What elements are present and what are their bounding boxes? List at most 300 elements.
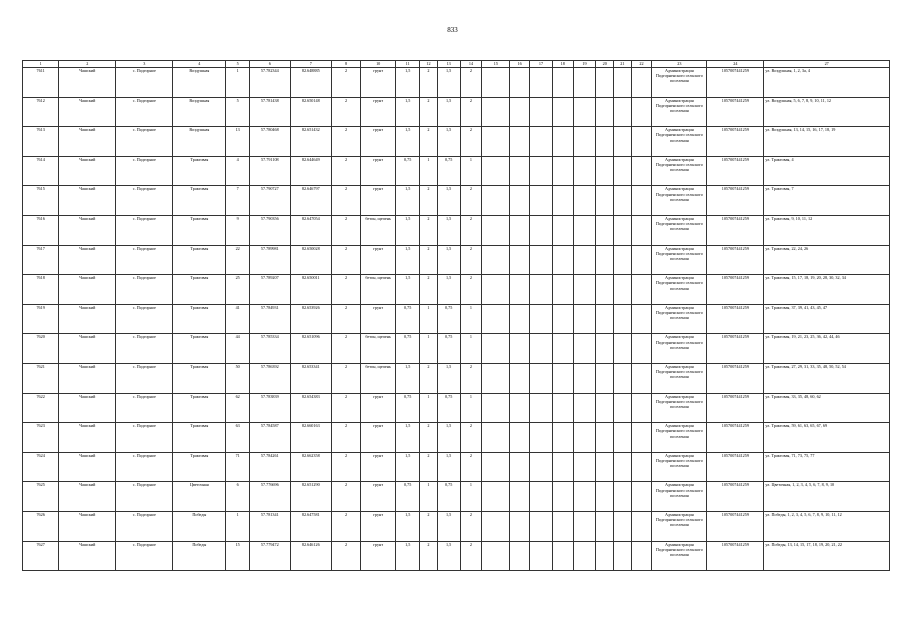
empty-cell: [631, 423, 652, 453]
settlement-cell: с. Подгорное: [116, 541, 173, 571]
house-number-cell: 25: [226, 275, 250, 305]
longitude-cell: 82.650011: [290, 275, 331, 305]
empty-cell: [596, 186, 614, 216]
empty-cell: [482, 423, 510, 453]
settlement-cell: с. Подгорное: [116, 482, 173, 512]
road-register-table: [22, 60, 890, 571]
value-cell: 1: [460, 482, 482, 512]
value-cell: 1,5: [437, 215, 460, 245]
empty-cell: [482, 97, 510, 127]
settlement-cell: с. Подгорное: [116, 393, 173, 423]
column-number: 27: [764, 61, 890, 68]
longitude-cell: 82.653341: [290, 363, 331, 393]
value-cell: 2: [420, 423, 438, 453]
empty-cell: [552, 363, 573, 393]
value-cell: 1,5: [396, 97, 420, 127]
empty-cell: [573, 334, 596, 364]
empty-cell: [552, 452, 573, 482]
value-cell: 0,75: [437, 156, 460, 186]
empty-cell: [482, 245, 510, 275]
empty-cell: [596, 511, 614, 541]
empty-cell: [552, 334, 573, 364]
longitude-cell: 82.646126: [290, 541, 331, 571]
empty-cell: [510, 482, 530, 512]
district-cell: Чашский: [59, 245, 116, 275]
empty-cell: [510, 363, 530, 393]
empty-cell: [573, 215, 596, 245]
table-row: [23, 127, 890, 157]
empty-cell: [530, 156, 553, 186]
empty-cell: [573, 245, 596, 275]
value-cell: 1,5: [437, 127, 460, 157]
value-cell: 2: [460, 215, 482, 245]
empty-cell: [596, 452, 614, 482]
value-cell: 2: [460, 511, 482, 541]
empty-cell: [614, 334, 632, 364]
district-cell: Чашский: [59, 541, 116, 571]
value-cell: 0,75: [396, 482, 420, 512]
empty-cell: [596, 393, 614, 423]
value-cell: 2: [420, 186, 438, 216]
empty-cell: [614, 97, 632, 127]
empty-cell: [573, 423, 596, 453]
empty-cell: [510, 423, 530, 453]
surface-cell: бетон, щепень: [361, 215, 396, 245]
empty-cell: [573, 363, 596, 393]
empty-cell: [552, 97, 573, 127]
value-cell: 2: [460, 541, 482, 571]
value-cell: 1,5: [437, 186, 460, 216]
district-cell: Чашский: [59, 452, 116, 482]
registry-number: 7617: [23, 245, 59, 275]
latitude-cell: 57.781341: [250, 511, 290, 541]
address-cell: ул. Победы, 13, 14, 15, 17, 18, 19, 20, 21, 22: [764, 541, 890, 571]
address-cell: ул. Трактовая, 71, 73, 75, 77: [764, 452, 890, 482]
empty-cell: [573, 304, 596, 334]
settlement-cell: с. Подгорное: [116, 186, 173, 216]
value-cell: 0,75: [437, 304, 460, 334]
value-cell: 2: [460, 68, 482, 98]
surface-cell: грунт: [361, 393, 396, 423]
address-cell: ул. Трактовая, 37, 39, 41, 43, 45, 47: [764, 304, 890, 334]
ogrn-cell: 1057007441259: [707, 304, 764, 334]
house-number-cell: 1: [226, 68, 250, 98]
column-number: 17: [530, 61, 553, 68]
owner-cell: Администрация Подгорненского сельского поселения: [652, 156, 707, 186]
surface-cell: грунт: [361, 423, 396, 453]
value-cell: 1,5: [396, 245, 420, 275]
empty-cell: [631, 186, 652, 216]
value-cell: 2: [460, 275, 482, 305]
table-row: [23, 363, 890, 393]
value-cell: 1,5: [396, 452, 420, 482]
address-cell: ул. Воздушная, 5, 6, 7, 8, 9, 10, 11, 12: [764, 97, 890, 127]
value-cell: 1,5: [437, 97, 460, 127]
table-row: [23, 541, 890, 571]
empty-cell: [482, 363, 510, 393]
table-row: [23, 393, 890, 423]
column-number: 4: [173, 61, 226, 68]
table-row: [23, 304, 890, 334]
owner-cell: Администрация Подгорненского сельского поселения: [652, 68, 707, 98]
district-cell: Чашский: [59, 363, 116, 393]
empty-cell: [631, 363, 652, 393]
value-cell: 1,5: [396, 541, 420, 571]
address-cell: ул. Трактовая, 33, 35, 48, 60, 62: [764, 393, 890, 423]
address-cell: ул. Трактовая, 7: [764, 186, 890, 216]
ogrn-cell: 1057007441259: [707, 541, 764, 571]
address-cell: ул. Трактовая, 27, 29, 31, 33, 35, 48, 50, 52, 54: [764, 363, 890, 393]
registry-number: 7614: [23, 156, 59, 186]
column-number: 7: [290, 61, 331, 68]
column-number: 1: [23, 61, 59, 68]
street-cell: Трактовая: [173, 275, 226, 305]
surface-cell: грунт: [361, 68, 396, 98]
empty-cell: [482, 68, 510, 98]
house-number-cell: 13: [226, 127, 250, 157]
owner-cell: Администрация Подгорненского сельского поселения: [652, 363, 707, 393]
owner-cell: Администрация Подгорненского сельского поселения: [652, 511, 707, 541]
empty-cell: [573, 156, 596, 186]
empty-cell: [631, 97, 652, 127]
address-cell: ул. Цветочная, 1, 2, 3, 4, 5, 6, 7, 8, 9, 10: [764, 482, 890, 512]
value-cell: 1: [420, 334, 438, 364]
column-number: 13: [437, 61, 460, 68]
empty-cell: [614, 423, 632, 453]
settlement-cell: с. Подгорное: [116, 304, 173, 334]
column-number: 23: [652, 61, 707, 68]
value-cell: 1,5: [437, 452, 460, 482]
owner-cell: Администрация Подгорненского сельского поселения: [652, 334, 707, 364]
lanes-cell: 2: [332, 334, 361, 364]
empty-cell: [482, 511, 510, 541]
ogrn-cell: 1057007441259: [707, 156, 764, 186]
empty-cell: [614, 156, 632, 186]
registry-number: 7621: [23, 363, 59, 393]
column-number: 2: [59, 61, 116, 68]
value-cell: 1: [460, 156, 482, 186]
longitude-cell: 82.650148: [290, 97, 331, 127]
empty-cell: [631, 541, 652, 571]
longitude-cell: 82.651432: [290, 127, 331, 157]
empty-cell: [596, 97, 614, 127]
empty-cell: [510, 156, 530, 186]
value-cell: 2: [460, 186, 482, 216]
empty-cell: [552, 245, 573, 275]
latitude-cell: 57.789207: [250, 275, 290, 305]
owner-cell: Администрация Подгорненского сельского поселения: [652, 452, 707, 482]
surface-cell: бетон, щепень: [361, 363, 396, 393]
empty-cell: [631, 482, 652, 512]
value-cell: 2: [420, 452, 438, 482]
ogrn-cell: 1057007441259: [707, 482, 764, 512]
empty-cell: [530, 245, 553, 275]
value-cell: 1: [420, 482, 438, 512]
value-cell: 1,5: [396, 186, 420, 216]
value-cell: 0,75: [437, 334, 460, 364]
value-cell: 1,5: [437, 245, 460, 275]
column-number: 10: [361, 61, 396, 68]
table-row: [23, 334, 890, 364]
value-cell: 0,75: [396, 334, 420, 364]
value-cell: 1,5: [437, 363, 460, 393]
empty-cell: [552, 127, 573, 157]
owner-cell: Администрация Подгорненского сельского поселения: [652, 215, 707, 245]
empty-cell: [573, 393, 596, 423]
ogrn-cell: 1057007441259: [707, 127, 764, 157]
empty-cell: [573, 452, 596, 482]
empty-cell: [614, 186, 632, 216]
registry-number: 7622: [23, 393, 59, 423]
longitude-cell: 82.651290: [290, 482, 331, 512]
settlement-cell: с. Подгорное: [116, 275, 173, 305]
value-cell: 2: [420, 245, 438, 275]
value-cell: 1,5: [437, 423, 460, 453]
street-cell: Трактовая: [173, 393, 226, 423]
value-cell: 1,5: [396, 275, 420, 305]
empty-cell: [631, 156, 652, 186]
owner-cell: Администрация Подгорненского сельского поселения: [652, 127, 707, 157]
longitude-cell: 82.651096: [290, 334, 331, 364]
value-cell: 2: [460, 423, 482, 453]
column-number: 12: [420, 61, 438, 68]
street-cell: Трактовая: [173, 334, 226, 364]
street-cell: Цветочная: [173, 482, 226, 512]
value-cell: 2: [420, 511, 438, 541]
empty-cell: [614, 245, 632, 275]
empty-cell: [482, 156, 510, 186]
value-cell: 1,5: [437, 275, 460, 305]
value-cell: 2: [460, 127, 482, 157]
street-cell: Трактовая: [173, 423, 226, 453]
empty-cell: [614, 511, 632, 541]
empty-cell: [573, 127, 596, 157]
value-cell: 1,5: [396, 68, 420, 98]
street-cell: Трактовая: [173, 304, 226, 334]
page-number: 833: [447, 26, 458, 34]
lanes-cell: 2: [332, 541, 361, 571]
empty-cell: [482, 452, 510, 482]
empty-cell: [631, 275, 652, 305]
settlement-cell: с. Подгорное: [116, 156, 173, 186]
address-cell: ул. Трактовая, 59, 61, 63, 65, 67, 69: [764, 423, 890, 453]
latitude-cell: 57.784931: [250, 304, 290, 334]
empty-cell: [530, 482, 553, 512]
ogrn-cell: 1057007441259: [707, 275, 764, 305]
street-cell: Воздушная: [173, 97, 226, 127]
latitude-cell: 57.784261: [250, 452, 290, 482]
ogrn-cell: 1057007441259: [707, 215, 764, 245]
house-number-cell: 1: [226, 511, 250, 541]
district-cell: Чашский: [59, 97, 116, 127]
empty-cell: [631, 393, 652, 423]
empty-cell: [631, 304, 652, 334]
longitude-cell: 82.650028: [290, 245, 331, 275]
ogrn-cell: 1057007441259: [707, 423, 764, 453]
column-number: 24: [707, 61, 764, 68]
lanes-cell: 2: [332, 186, 361, 216]
house-number-cell: 4: [226, 156, 250, 186]
street-cell: Трактовая: [173, 156, 226, 186]
surface-cell: грунт: [361, 97, 396, 127]
empty-cell: [631, 215, 652, 245]
table-row: [23, 452, 890, 482]
owner-cell: Администрация Подгорненского сельского поселения: [652, 186, 707, 216]
value-cell: 1: [420, 393, 438, 423]
empty-cell: [530, 127, 553, 157]
house-number-cell: 6: [226, 482, 250, 512]
ogrn-cell: 1057007441259: [707, 393, 764, 423]
empty-cell: [596, 275, 614, 305]
registry-number: 7619: [23, 304, 59, 334]
registry-number: 7613: [23, 127, 59, 157]
empty-cell: [482, 334, 510, 364]
surface-cell: грунт: [361, 452, 396, 482]
latitude-cell: 57.782344: [250, 68, 290, 98]
empty-cell: [530, 215, 553, 245]
district-cell: Чашский: [59, 68, 116, 98]
empty-cell: [482, 304, 510, 334]
owner-cell: Администрация Подгорненского сельского поселения: [652, 482, 707, 512]
registry-number: 7611: [23, 68, 59, 98]
empty-cell: [596, 156, 614, 186]
column-number: 3: [116, 61, 173, 68]
ogrn-cell: 1057007441259: [707, 97, 764, 127]
owner-cell: Администрация Подгорненского сельского поселения: [652, 541, 707, 571]
lanes-cell: 2: [332, 452, 361, 482]
empty-cell: [482, 541, 510, 571]
longitude-cell: 82.648885: [290, 68, 331, 98]
house-number-cell: 50: [226, 363, 250, 393]
ogrn-cell: 1057007441259: [707, 186, 764, 216]
empty-cell: [573, 68, 596, 98]
empty-cell: [614, 541, 632, 571]
house-number-cell: 9: [226, 215, 250, 245]
value-cell: 2: [420, 127, 438, 157]
ogrn-cell: 1057007441259: [707, 245, 764, 275]
empty-cell: [614, 304, 632, 334]
empty-cell: [510, 541, 530, 571]
lanes-cell: 2: [332, 393, 361, 423]
ogrn-cell: 1057007441259: [707, 452, 764, 482]
empty-cell: [596, 215, 614, 245]
column-number: 19: [573, 61, 596, 68]
column-number: 5: [226, 61, 250, 68]
settlement-cell: с. Подгорное: [116, 334, 173, 364]
empty-cell: [552, 393, 573, 423]
registry-number: 7620: [23, 334, 59, 364]
column-number: 6: [250, 61, 290, 68]
empty-cell: [530, 334, 553, 364]
district-cell: Чашский: [59, 393, 116, 423]
table-row: [23, 423, 890, 453]
ogrn-cell: 1057007441259: [707, 363, 764, 393]
settlement-cell: с. Подгорное: [116, 215, 173, 245]
district-cell: Чашский: [59, 215, 116, 245]
empty-cell: [596, 541, 614, 571]
table-row: [23, 245, 890, 275]
value-cell: 1,5: [396, 363, 420, 393]
street-cell: Воздушная: [173, 68, 226, 98]
value-cell: 0,75: [396, 393, 420, 423]
district-cell: Чашский: [59, 275, 116, 305]
registry-number: 7612: [23, 97, 59, 127]
settlement-cell: с. Подгорное: [116, 511, 173, 541]
column-number: 11: [396, 61, 420, 68]
empty-cell: [530, 68, 553, 98]
longitude-cell: 82.646797: [290, 186, 331, 216]
house-number-cell: 71: [226, 452, 250, 482]
value-cell: 2: [420, 97, 438, 127]
longitude-cell: 82.647581: [290, 511, 331, 541]
empty-cell: [596, 482, 614, 512]
district-cell: Чашский: [59, 511, 116, 541]
value-cell: 2: [420, 275, 438, 305]
house-number-cell: 62: [226, 393, 250, 423]
lanes-cell: 2: [332, 304, 361, 334]
empty-cell: [596, 363, 614, 393]
empty-cell: [552, 304, 573, 334]
latitude-cell: 57.789981: [250, 245, 290, 275]
owner-cell: Администрация Подгорненского сельского поселения: [652, 423, 707, 453]
empty-cell: [552, 541, 573, 571]
owner-cell: Администрация Подгорненского сельского поселения: [652, 393, 707, 423]
table-row: [23, 97, 890, 127]
table-row: [23, 511, 890, 541]
longitude-cell: 82.662358: [290, 452, 331, 482]
latitude-cell: 57.790727: [250, 186, 290, 216]
value-cell: 2: [420, 363, 438, 393]
table-row: [23, 275, 890, 305]
registry-number: 7615: [23, 186, 59, 216]
house-number-cell: 22: [226, 245, 250, 275]
value-cell: 1,5: [396, 215, 420, 245]
value-cell: 1: [420, 156, 438, 186]
longitude-cell: 82.644649: [290, 156, 331, 186]
empty-cell: [530, 541, 553, 571]
longitude-cell: 82.653926: [290, 304, 331, 334]
lanes-cell: 2: [332, 156, 361, 186]
column-number: 15: [482, 61, 510, 68]
empty-cell: [510, 452, 530, 482]
registry-number: 7618: [23, 275, 59, 305]
empty-cell: [510, 245, 530, 275]
surface-cell: грунт: [361, 511, 396, 541]
street-cell: Победы: [173, 511, 226, 541]
table-row: [23, 186, 890, 216]
value-cell: 2: [420, 541, 438, 571]
value-cell: 1: [460, 334, 482, 364]
owner-cell: Администрация Подгорненского сельского поселения: [652, 97, 707, 127]
value-cell: 1,5: [437, 511, 460, 541]
settlement-cell: с. Подгорное: [116, 363, 173, 393]
empty-cell: [614, 482, 632, 512]
empty-cell: [510, 334, 530, 364]
surface-cell: грунт: [361, 156, 396, 186]
registry-number: 7627: [23, 541, 59, 571]
surface-cell: бетон, щепень: [361, 275, 396, 305]
table-row: [23, 215, 890, 245]
column-number: 14: [460, 61, 482, 68]
value-cell: 1: [460, 393, 482, 423]
empty-cell: [530, 97, 553, 127]
address-cell: ул. Трактовая, 19, 21, 23, 25, 36, 42, 44, 46: [764, 334, 890, 364]
column-number: 16: [510, 61, 530, 68]
empty-cell: [552, 482, 573, 512]
registry-number: 7625: [23, 482, 59, 512]
empty-cell: [510, 186, 530, 216]
empty-cell: [530, 363, 553, 393]
